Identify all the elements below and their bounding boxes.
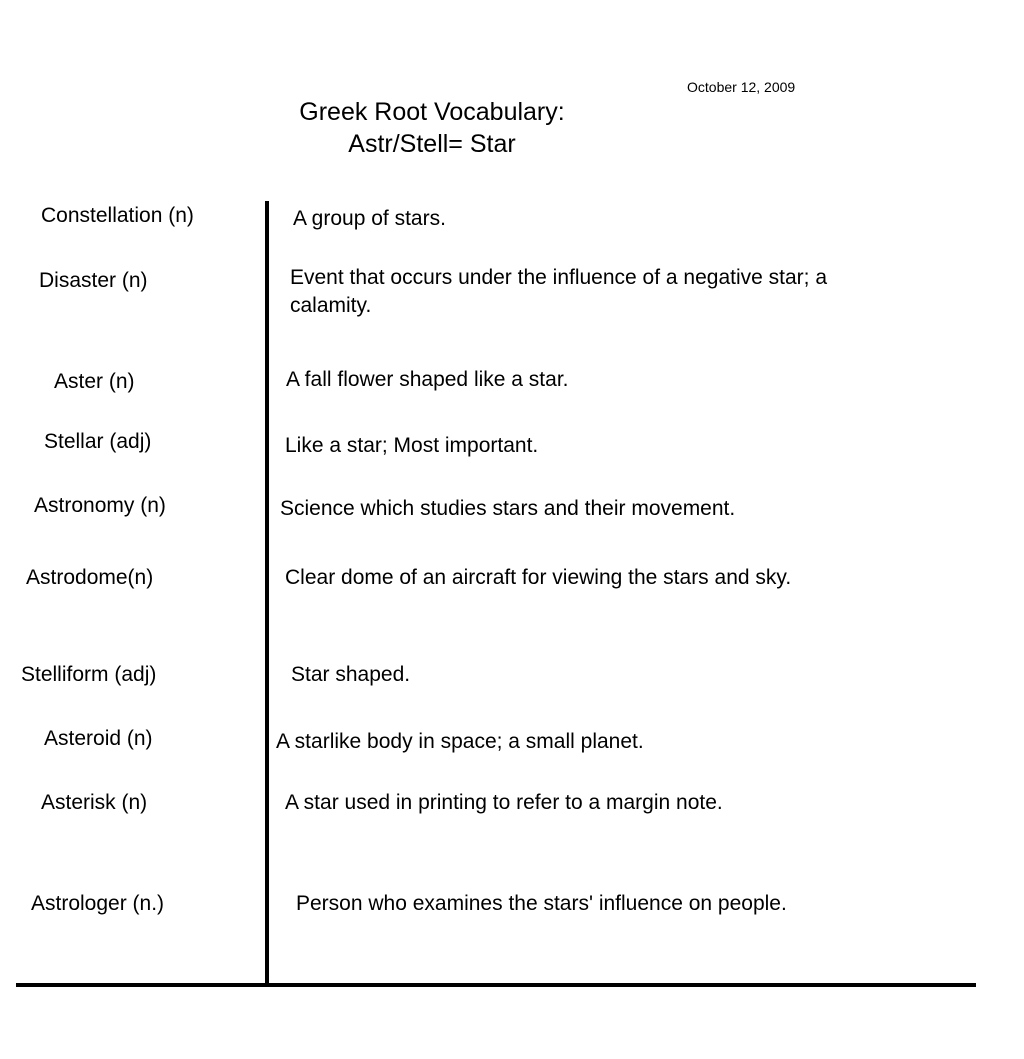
definition-stelliform: Star shaped. bbox=[291, 663, 411, 686]
term-stelliform: Stelliform (adj) bbox=[21, 663, 157, 686]
definition-disaster: Event that occurs under the influence of a negative star; a calamity. bbox=[290, 266, 827, 317]
definition-asterisk: A star used in printing to refer to a margin note. bbox=[285, 791, 723, 814]
term-disaster: Disaster (n) bbox=[39, 269, 148, 292]
page-title bbox=[262, 96, 602, 160]
title-line-1: Greek Root Vocabulary: bbox=[299, 98, 565, 126]
definition-aster: A fall flower shaped like a star. bbox=[286, 368, 569, 391]
horizontal-divider bbox=[16, 983, 976, 987]
definition-stellar: Like a star; Most important. bbox=[285, 434, 539, 457]
definition-asteroid: A starlike body in space; a small planet. bbox=[276, 730, 644, 753]
definition-constellation: A group of stars. bbox=[293, 207, 446, 230]
vertical-divider bbox=[265, 201, 269, 986]
term-aster: Aster (n) bbox=[54, 370, 135, 393]
term-asteroid: Asteroid (n) bbox=[44, 727, 153, 750]
term-constellation: Constellation (n) bbox=[41, 204, 194, 227]
term-astrodome: Astrodome(n) bbox=[26, 566, 154, 589]
term-stellar: Stellar (adj) bbox=[44, 430, 152, 453]
term-astrologer: Astrologer (n.) bbox=[31, 892, 165, 915]
term-asterisk: Asterisk (n) bbox=[41, 791, 148, 814]
date: October 12, 2009 bbox=[687, 79, 796, 95]
definition-astrologer: Person who examines the stars' influence on people. bbox=[296, 892, 787, 915]
definition-astrodome: Clear dome of an aircraft for viewing the stars and sky. bbox=[285, 566, 792, 589]
title-line-2: Astr/Stell= Star bbox=[348, 130, 516, 158]
definition-astronomy: Science which studies stars and their movement. bbox=[280, 497, 736, 520]
term-astronomy: Astronomy (n) bbox=[34, 494, 166, 517]
